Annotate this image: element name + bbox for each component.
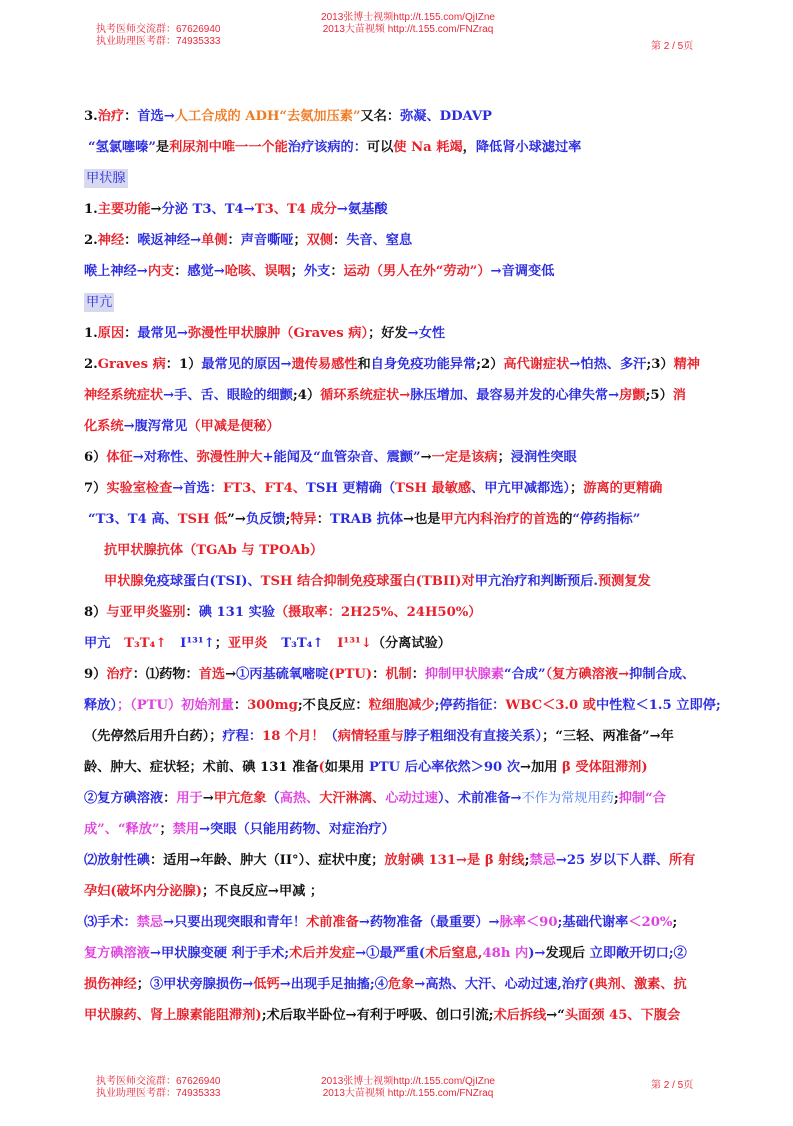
text-segment: 甲亢内科治疗的首选	[440, 512, 560, 527]
subacute-i131: I¹³¹↓	[337, 636, 372, 651]
text-segment: 一定是该病	[431, 450, 498, 465]
text-segment: 头面颈 45、下腹会	[564, 1008, 681, 1023]
subacute-label: 亚甲炎	[227, 636, 268, 651]
text-line	[84, 349, 724, 380]
text-segment: ；不良反应→甲减 ；	[201, 884, 324, 899]
text-segment: ;术后取半卧位→有利于呼吸、创口引流;	[261, 1008, 494, 1023]
text-segment: 脉率＜90	[499, 915, 558, 930]
text-segment: 精神	[673, 357, 700, 372]
text-segment: 疗程：	[222, 729, 263, 744]
text-segment: 甲亢治疗和判断预后.	[474, 574, 598, 589]
text-segment: 释放）	[84, 698, 117, 713]
text-segment: 3.	[84, 109, 98, 124]
text-line	[84, 380, 724, 411]
text-segment: 双侧	[306, 233, 334, 248]
hyper-i131: I¹³¹↑	[180, 636, 215, 651]
text-segment: ：1）	[165, 357, 202, 372]
text-line	[84, 225, 724, 256]
text-segment: 使 Na 耗竭	[393, 140, 463, 155]
text-segment: 治疗	[106, 667, 133, 682]
text-segment: 特异	[290, 512, 317, 527]
text-segment: （甲减是便秘）	[187, 419, 280, 434]
subacute-t3t4: T₃T₄↑	[281, 636, 324, 651]
text-segment: 高代谢症状	[503, 357, 570, 372]
text-segment: 可以	[366, 140, 394, 155]
text-segment: 治疗	[97, 109, 125, 124]
text-segment: 利尿剂中唯一一个能	[169, 140, 288, 155]
text-segment: 运动（男人在外“劳动”）	[343, 264, 491, 279]
text-segment: 呛咳、误咽	[224, 264, 291, 279]
text-segment: 外支	[303, 264, 331, 279]
text-segment: 遗传易感性	[291, 357, 358, 372]
text-segment: ;停药指征：	[434, 698, 506, 713]
text-segment: 神经系统症状	[84, 388, 164, 403]
text-segment: ①丙基硫氧嘧啶	[236, 667, 329, 682]
text-segment: 失音、窒息	[346, 233, 413, 248]
text-segment: ；（PTU）初始剂量	[116, 698, 234, 713]
text-segment: 甲亢危象	[213, 791, 267, 806]
text-segment: 9）	[84, 667, 107, 682]
text-line	[84, 535, 724, 566]
text-segment: FT3、FT4、	[222, 481, 307, 496]
footer-page-number: 第 2 / 5页	[651, 1080, 694, 1091]
text-segment: →手、舌、眼睑的细颤	[163, 388, 293, 403]
text-segment: 高热、	[279, 791, 320, 806]
footer-video-links	[298, 1076, 518, 1100]
text-segment: 治疗该病的：	[287, 140, 367, 155]
text-segment: (典剂、激素、抗	[588, 977, 687, 992]
text-segment: ;基础代谢率	[557, 915, 629, 930]
text-segment: 2.	[84, 357, 98, 372]
text-segment: ”→	[227, 512, 246, 527]
text-line	[84, 101, 724, 132]
text-segment: 甲状腺药、肾上腺素能阻滞剂)	[84, 1008, 262, 1023]
text-segment: 48h 内	[482, 946, 529, 961]
text-segment: →加用	[520, 760, 563, 775]
text-segment: ：	[333, 233, 347, 248]
text-segment: 降低肾小球滤过率	[475, 140, 582, 155]
text-segment: →只要出现突眼和青年！	[163, 915, 307, 930]
text-line	[84, 597, 724, 628]
header-group-line-1: 执考医师交流群：67626940	[96, 24, 221, 35]
text-segment: ：	[227, 233, 241, 248]
text-segment: 甲亢	[86, 295, 113, 310]
text-segment: 预测复发	[598, 574, 651, 589]
heading-label	[84, 169, 128, 188]
footer-video-link-1[interactable]: 2013张博士视频http://t.155.com/QjIZne	[321, 1076, 495, 1087]
text-segment: ：	[411, 667, 425, 682]
text-segment: 1.	[84, 326, 98, 341]
text-segment: →高热、大汗、心动过速,治疗	[414, 977, 589, 992]
text-segment: ;2）	[476, 357, 504, 372]
text-segment: →	[420, 450, 432, 465]
text-segment: 房颤	[619, 388, 646, 403]
text-segment: 中性粒＜1.5 立即停;	[595, 698, 721, 713]
text-segment: 放射碘 131→是 β 射线	[384, 853, 525, 868]
text-segment: →	[202, 791, 214, 806]
text-line	[84, 473, 724, 504]
text-segment: ;3）	[646, 357, 674, 372]
text-segment: 主要功能	[97, 202, 151, 217]
text-segment: 病情轻重与	[337, 729, 404, 744]
text-segment: 神经	[97, 233, 125, 248]
text-line	[84, 659, 724, 690]
separator: ；	[214, 636, 228, 651]
text-segment: 术后拆线	[493, 1008, 547, 1023]
text-segment: 成”、“释放”	[84, 822, 160, 837]
text-segment: →也是	[403, 512, 441, 527]
text-segment: β 受体阻滞剂)	[562, 760, 648, 775]
text-segment: ：⑴药物：	[132, 667, 199, 682]
text-segment: 免疫球蛋白(TSI)、	[143, 574, 261, 589]
footer-video-link-2[interactable]: 2013大苗视频 http://t.155.com/FNZraq	[322, 1088, 494, 1099]
text-segment: TSH 结合抑制免疫球蛋白(TBII)对	[260, 574, 475, 589]
text-segment: ，	[462, 140, 476, 155]
text-line	[84, 318, 724, 349]
text-segment: ;	[285, 512, 291, 527]
text-segment: ;	[672, 915, 678, 930]
footer-group-line-1: 执考医师交流群：67626940	[96, 1076, 221, 1087]
text-line	[84, 876, 724, 907]
text-segment: 负反馈	[245, 512, 286, 527]
text-segment: 1.	[84, 202, 98, 217]
text-segment: →女性	[407, 326, 446, 341]
text-segment: Graves 病	[97, 357, 166, 372]
text-segment: TRAB 抗体	[329, 512, 404, 527]
text-segment: WBC＜3.0 或	[505, 698, 596, 713]
text-segment: 抑制甲状腺素	[424, 667, 505, 682]
note: （分离试验）	[371, 636, 451, 651]
text-segment: “停药指标”	[572, 512, 641, 527]
section-heading	[84, 163, 724, 194]
text-line	[84, 752, 724, 783]
text-segment: 的	[559, 512, 573, 527]
text-line	[84, 628, 724, 659]
text-segment: “合成”	[504, 667, 546, 682]
text-segment: →氨基酸	[336, 202, 388, 217]
header-video-links	[298, 12, 518, 36]
header-video-link-1[interactable]: 2013张博士视频http://t.155.com/QjIZne	[321, 12, 495, 23]
text-segment: 术后并发症	[289, 946, 356, 961]
text-segment: 2.	[84, 233, 98, 248]
text-segment: （	[324, 729, 338, 744]
text-segment: →对称性、	[132, 450, 197, 465]
text-segment: （先停然后用升白药）；	[84, 729, 223, 744]
text-segment: →	[150, 202, 162, 217]
text-segment: 循环系统症状→	[320, 388, 411, 403]
section-heading	[84, 287, 724, 318]
heading-label	[84, 293, 114, 312]
text-line	[84, 845, 724, 876]
text-segment: 脖子粗细没有直接关系）	[403, 729, 543, 744]
text-segment: 弥凝、DDAVP	[400, 109, 492, 124]
text-segment: ：	[124, 233, 138, 248]
text-segment: 感觉→	[187, 264, 225, 279]
text-segment: 粒细胞减少	[368, 698, 435, 713]
text-line	[84, 442, 724, 473]
text-segment: 又名：	[360, 109, 401, 124]
text-segment: ）、术前准备→	[437, 791, 522, 806]
text-segment: 如果用	[324, 760, 369, 775]
text-segment: 禁用	[172, 822, 200, 837]
spacer	[166, 636, 180, 651]
text-segment: 内支	[147, 264, 175, 279]
text-segment: 甲状腺	[104, 574, 144, 589]
spacer	[267, 636, 281, 651]
text-segment: 7）	[84, 481, 107, 496]
text-line	[84, 256, 724, 287]
text-segment: ；	[570, 481, 584, 496]
text-segment: 甲状腺	[86, 171, 126, 186]
text-segment: 禁忌	[529, 853, 556, 868]
text-segment: （摄取率：2H25%、24H50%）	[274, 605, 482, 620]
text-segment: →甲状腺变硬 利于手术;	[149, 946, 290, 961]
text-segment: →	[225, 667, 237, 682]
text-segment: TSH 低	[177, 512, 228, 527]
text-segment: ；	[290, 264, 304, 279]
text-segment: ；	[159, 822, 173, 837]
text-line	[84, 566, 724, 597]
text-segment: 原因	[97, 326, 125, 341]
text-segment: 最常见的原因→	[201, 357, 292, 372]
text-line	[84, 1000, 724, 1031]
text-segment: （复方碘溶液→	[545, 667, 630, 682]
text-segment: →“	[546, 1008, 565, 1023]
text-segment: 弥漫性甲状腺肿（Graves 病）	[187, 326, 369, 341]
text-segment: 300mg	[247, 698, 298, 713]
text-segment: ；	[136, 977, 150, 992]
text-segment: ⑶手术：	[84, 915, 137, 930]
text-line	[84, 938, 724, 969]
footer-group-numbers	[96, 1076, 221, 1100]
text-segment: →音调变低	[490, 264, 555, 279]
text-segment: 抑制“合	[618, 791, 666, 806]
text-segment: 实验室检查	[106, 481, 173, 496]
text-segment: 危象	[387, 977, 415, 992]
text-line	[84, 814, 724, 845]
text-segment: 发现后	[545, 946, 590, 961]
text-line	[84, 132, 724, 163]
text-segment: ：	[233, 698, 248, 713]
text-segment: 消	[672, 388, 686, 403]
text-segment: 术后窒息,	[425, 946, 483, 961]
text-segment: “氢氯噻嗪”	[88, 140, 156, 155]
header-group-numbers	[96, 24, 221, 48]
text-segment: ③甲状旁腺损伤→	[149, 977, 254, 992]
text-segment: 18 个月！	[262, 729, 325, 744]
text-segment: 孕妇(破坏内分泌腺)	[84, 884, 202, 899]
text-segment: 首选→	[137, 109, 175, 124]
text-segment: →出现手足抽搐;④	[279, 977, 388, 992]
text-segment: →①最严重(	[355, 946, 426, 961]
hyper-t3t4: T₃T₄↑	[124, 636, 167, 651]
text-line	[84, 969, 724, 1000]
text-segment: 人工合成的 ADH“去氨加压素”	[174, 109, 361, 124]
text-segment: 所有	[668, 853, 696, 868]
text-segment: →突眼（只能用药物、对症治疗）	[199, 822, 395, 837]
text-segment: （	[266, 791, 280, 806]
text-segment: 抗甲状腺抗体（TGAb 与 TPOAb）	[104, 543, 324, 558]
text-segment: 大汗淋漓、	[319, 791, 386, 806]
text-line	[84, 721, 724, 752]
text-segment: 心动过速	[385, 791, 438, 806]
text-segment: ：	[174, 264, 188, 279]
text-segment: ;不良反应：	[297, 698, 369, 713]
text-segment: 是	[155, 140, 170, 155]
text-segment: ;	[613, 791, 619, 806]
header-group-line-2: 执业助理医考群：74935333	[96, 36, 221, 47]
text-segment: →药物准备（最重要）→	[358, 915, 500, 930]
spacer	[110, 636, 124, 651]
text-line	[84, 690, 724, 721]
text-segment: 声音嘶哑	[240, 233, 294, 248]
text-line	[84, 907, 724, 938]
text-segment: 不作为常规用药	[521, 791, 614, 806]
text-segment: 用于	[176, 791, 203, 806]
text-segment: ;5）	[645, 388, 673, 403]
text-segment: ⑵放射性碘	[84, 853, 150, 868]
text-segment: ;	[524, 853, 530, 868]
text-segment: →25 岁以下人群、	[555, 853, 669, 868]
text-segment: 龄、肿大、症状轻；术前、碘 131 准备	[84, 760, 319, 775]
text-segment: ：	[330, 264, 344, 279]
text-segment: ：适用→年龄、肿大（II°）、症状中度；	[149, 853, 385, 868]
text-segment: (PTU)	[328, 667, 373, 682]
text-segment: +能闻及“血管杂音、震颤”	[262, 450, 421, 465]
text-segment: TSH 更精确（	[306, 481, 396, 496]
text-segment: 游离的更精确	[583, 481, 663, 496]
text-segment: ；	[497, 450, 511, 465]
text-segment: 和	[357, 357, 371, 372]
text-segment: 喉返神经→	[137, 233, 202, 248]
text-segment: ：	[124, 326, 138, 341]
text-segment: T3、T4 成分	[254, 202, 337, 217]
document-body	[84, 101, 724, 1031]
text-segment: ;4）	[292, 388, 321, 403]
text-segment: TSH 最敏感	[395, 481, 472, 496]
text-segment: ：	[316, 512, 330, 527]
text-segment: ；“三轻、两准备”→年	[542, 729, 674, 744]
text-segment: ＜20%	[628, 915, 673, 930]
text-segment: 损伤神经	[84, 977, 137, 992]
page-header	[0, 10, 793, 60]
text-segment: 单侧	[201, 233, 228, 248]
text-segment: (	[318, 760, 325, 775]
header-video-link-2[interactable]: 2013大苗视频 http://t.155.com/FNZraq	[322, 24, 494, 35]
text-segment: 术前准备	[306, 915, 359, 930]
text-segment: 禁忌	[136, 915, 164, 930]
text-line	[84, 194, 724, 225]
text-segment: →首选：	[172, 481, 223, 496]
text-segment: ；	[293, 233, 307, 248]
text-line	[84, 504, 724, 535]
text-segment: “T3、T4 高、	[88, 512, 178, 527]
text-segment: 复方碘溶液	[84, 946, 150, 961]
spacer	[323, 636, 337, 651]
text-segment: 浸润性突眼	[510, 450, 577, 465]
text-segment: 抑制合成、	[629, 667, 696, 682]
text-segment: 体征	[106, 450, 133, 465]
text-segment: ：	[185, 605, 199, 620]
hyper-label: 甲亢	[84, 636, 111, 651]
text-segment: ：	[163, 791, 177, 806]
text-segment: 化系统	[84, 419, 124, 434]
text-segment: ：	[372, 667, 386, 682]
text-segment: 碘 131 实验	[198, 605, 275, 620]
text-segment: →怕热、多汗	[569, 357, 647, 372]
text-segment: →腹泻常见	[123, 419, 188, 434]
text-segment: 低钙	[253, 977, 280, 992]
text-segment: 机制	[385, 667, 412, 682]
text-segment: ：	[124, 109, 138, 124]
text-segment: 8）	[84, 605, 107, 620]
text-segment: PTU 后心率依然＞90 次	[368, 760, 521, 775]
text-segment: 6）	[84, 450, 107, 465]
text-segment: 、甲亢甲减都选）	[471, 481, 571, 496]
text-segment: ②复方碘溶液	[84, 791, 164, 806]
text-segment: 喉上神经→	[84, 264, 148, 279]
text-segment: 立即敞开切口;②	[589, 946, 687, 961]
text-segment: ；好发	[368, 326, 408, 341]
text-segment: )→	[528, 946, 546, 961]
text-segment: 脉压增加、最容易并发的心律失常→	[410, 388, 620, 403]
text-segment: 弥漫性肿大	[196, 450, 263, 465]
footer-group-line-2: 执业助理医考群：74935333	[96, 1088, 221, 1099]
text-line	[84, 783, 724, 814]
text-segment: 最常见→	[137, 326, 188, 341]
text-segment: 与亚甲炎鉴别	[106, 605, 186, 620]
page-footer	[0, 1076, 793, 1126]
text-segment: 分泌 T3、T4→	[161, 202, 255, 217]
text-segment: 自身免疫功能异常	[370, 357, 477, 372]
header-page-number: 第 2 / 5页	[651, 41, 694, 52]
text-line	[84, 411, 724, 442]
text-segment: 首选	[198, 667, 226, 682]
